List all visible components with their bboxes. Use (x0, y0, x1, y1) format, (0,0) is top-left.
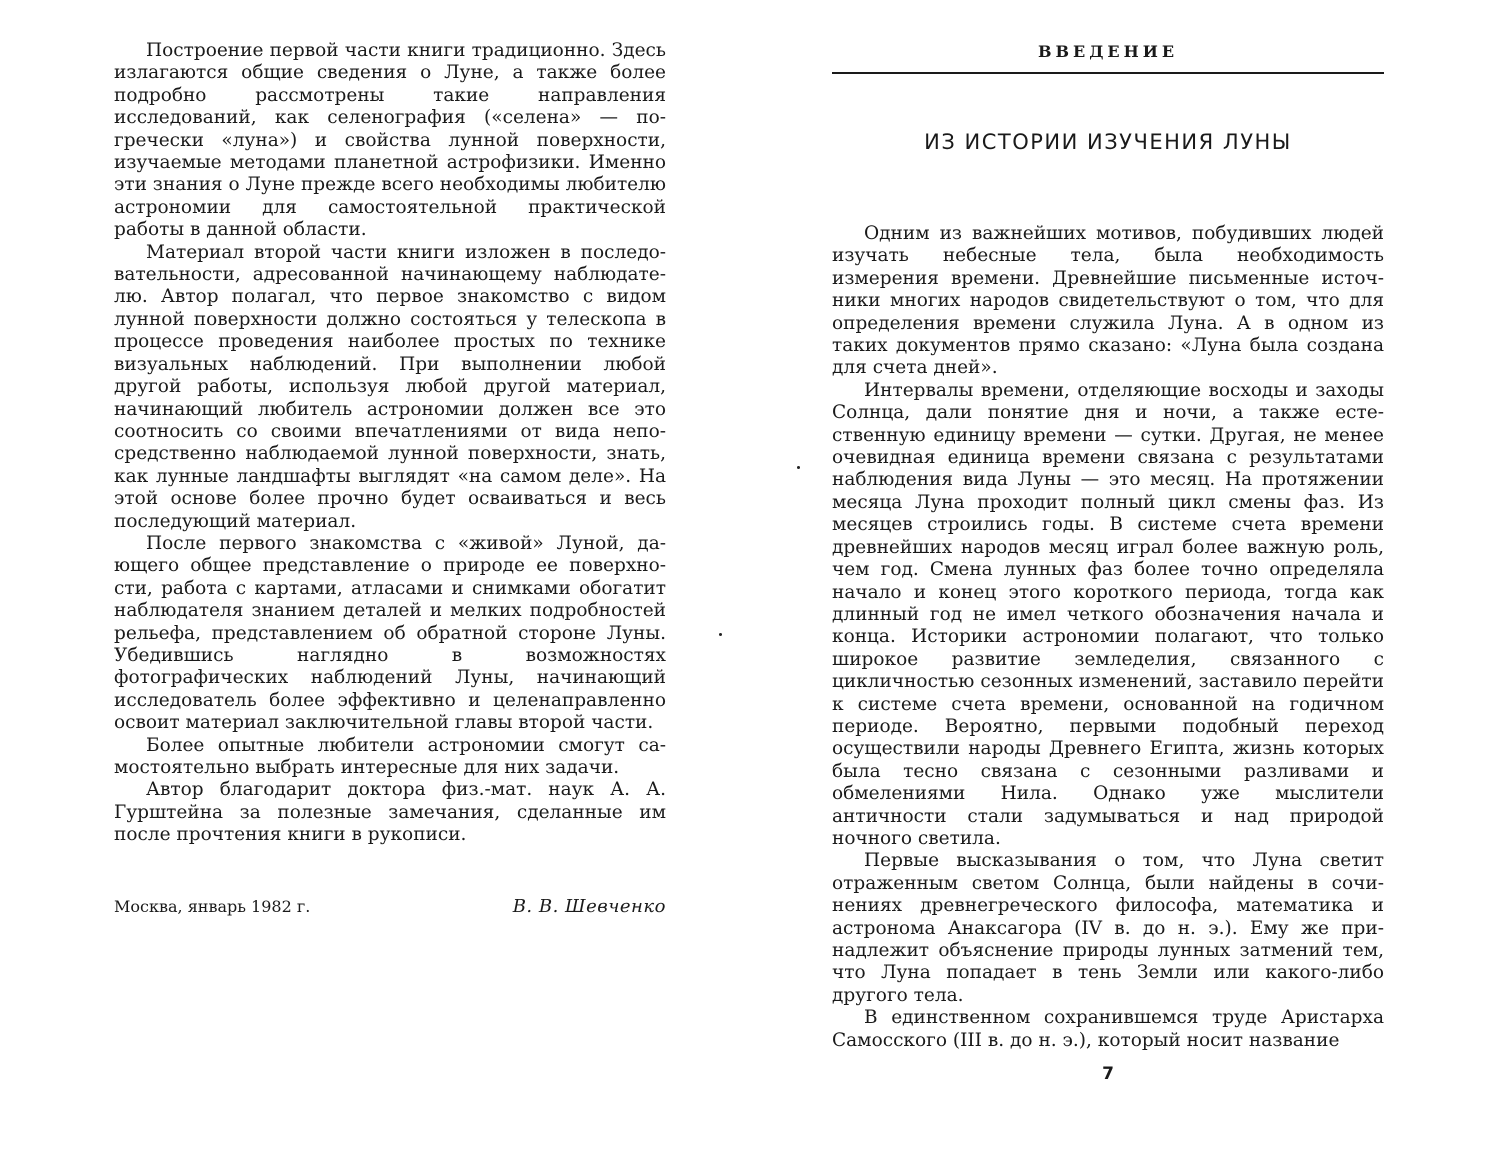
scan-speck (797, 466, 800, 469)
right-body-text (832, 223, 1384, 1052)
running-head: ВВЕДЕНИЕ (1037, 42, 1179, 61)
header-rule (832, 72, 1384, 74)
left-paragraph-3: После первого знакомства с «живой» Луной, дающего общее представление о природе ее поверхности, работа с картами, атласами и снимками обогатит наблюдателя знанием деталей и мелких подробностей рельефа, представлением об обратной стороне Луны. Убедившись наглядно в возможностях фотографических наблюдений Луны, начинающий исследователь более эффективно и целенаправленно освоит материал заключительной главы второй части. (114, 532, 666, 734)
right-paragraph-4: В единственном сохранившемся труде Аристарха Самосского (III в. до н. э.), который носит название (832, 1007, 1384, 1051)
left-paragraph-5: Автор благодарит доктора физ.-мат. наук А. А. Гурштейна за полезные замечания, сделанные им после прочтения книги в рукописи. (114, 779, 666, 846)
place-date: Москва, январь 1982 г. (114, 897, 311, 916)
page-number: 7 (1102, 1064, 1114, 1084)
right-paragraph-3: Первые высказывания о том, что Луна светит отраженным светом Солнца, были найдены в сочинениях древнегреческого философа, математика и астронома Анаксагора (IV в. до н. э.). Ему же принадлежит объяснение природы лунных затмений тем, что Луна попадает в тень Земли или какого-либо другого тела. (832, 850, 1384, 1006)
right-paragraph-2: Интервалы времени, отделяющие восходы и заходы Солнца, дали понятие дня и ночи, а также естественную единицу времени — сутки. Другая, не менее очевидная единица времени связана с результатами наблюдения вида Луны — это месяц. На протяжении месяца Луна проходит полный цикл смены фаз. Из месяцев строились годы. В системе счета времени древнейших народов месяц играл более важную роль, чем год. Смена лунных фаз более точно определяла начало и конец этого короткого периода, тогда как длинный год не имел четкого обозначения начала и конца. Историки астрономии полагают, что только широкое развитие земледелия, связанного с цикличностью сезонных изменений, заставило перейти к системе счета времени, основанной на годичном периоде. Вероятно, первыми подобный переход осуществили народы Древнего Египта, жизнь которых была тесно связана с сезонными разливами и обмелениями Нила. Однако уже мыслители античности стали задумываться и над природой ночного светила. (832, 379, 1384, 849)
left-paragraph-2: Материал второй части книги изложен в последовательности, адресованной начинающему наблюдателю. Автор полагал, что первое знакомство с видом лунной поверхности должно состояться у телескопа в процессе проведения наиболее простых по технике визуальных наблюдений. При выполнении любой другой работы, используя любой другой материал, начинающий любитель астрономии должен все это соотносить со своими впечатлениями от вида непосредственно наблюдаемой лунной поверхности, знать, как лунные ландшафты выглядят «на самом деле». На этой основе более прочно будет осваиваться и весь последующий материал. (114, 241, 666, 532)
left-paragraph-4: Более опытные любители астрономии смогут самостоятельно выбрать интересные для них задачи. (114, 734, 666, 778)
chapter-title: ИЗ ИСТОРИИ ИЗУЧЕНИЯ ЛУНЫ (924, 130, 1292, 154)
signature-line (114, 896, 666, 917)
scan-speck (719, 633, 722, 636)
author-name: В. В. Шевченко (512, 896, 666, 917)
right-paragraph-1: Одним из важнейших мотивов, побудивших людей изучать небесные тела, была необходимость измерения времени. Древнейшие письменные источники многих народов свидетельствуют о том, что для определения времени служила Луна. А в одном из таких документов прямо сказано: «Луна была создана для счета дней». (832, 223, 1384, 379)
left-paragraph-1: Построение первой части книги традиционно. Здесь излагаются общие сведения о Луне, а также более подробно рассмотрены такие направления исследований, как селенография («селена» — по-гречески «луна») и свойства лунной поверхности, изучаемые методами планетной астрофизики. Именно эти знания о Луне прежде всего необходимы любителю астрономии для самостоятельной практической работы в данной области. (114, 40, 666, 241)
left-page (114, 0, 666, 917)
